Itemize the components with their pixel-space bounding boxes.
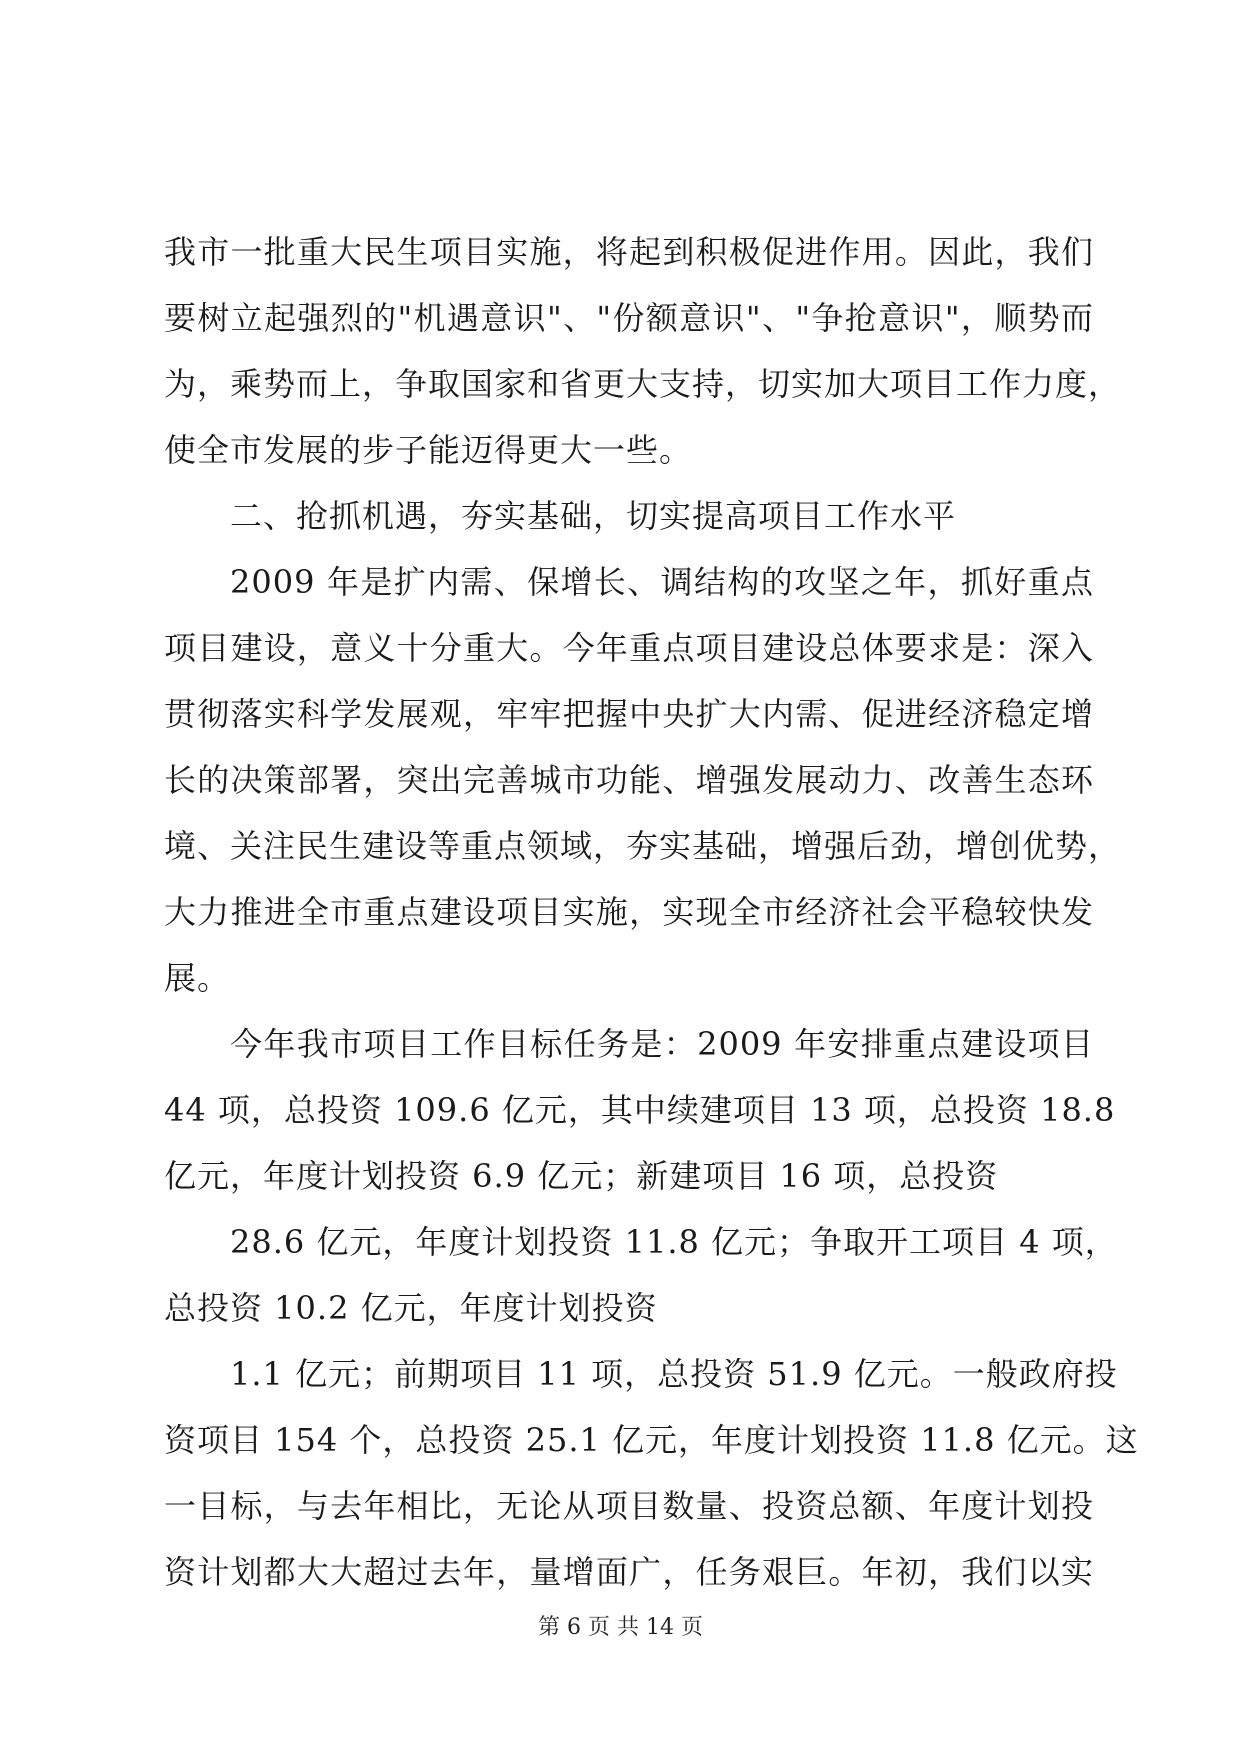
text-line: 28.6 亿元，年度计划投资 11.8 亿元；争取开工项目 4 项， <box>230 1223 1118 1261</box>
text-line: 展。 <box>164 959 231 997</box>
text-line: 贯彻落实科学发展观，牢牢把握中央扩大内需、促进经济稳定增 <box>164 695 1094 733</box>
text-line: 我市一批重大民生项目实施，将起到积极促进作用。因此，我们 <box>164 233 1094 271</box>
text-line: 1.1 亿元；前期项目 11 项，总投资 51.9 亿元。一般政府投 <box>230 1355 1118 1393</box>
page-number-footer: 第 6 页 共 14 页 <box>538 1615 703 1640</box>
text-line: 长的决策部署，突出完善城市功能、增强发展动力、改善生态环 <box>164 761 1094 799</box>
text-line: 亿元，年度计划投资 6.9 亿元；新建项目 16 项，总投资 <box>164 1157 999 1195</box>
text-line: 资项目 154 个，总投资 25.1 亿元，年度计划投资 11.8 亿元。这 <box>164 1421 1139 1459</box>
text-line: 大力推进全市重点建设项目实施，实现全市经济社会平稳较快发 <box>164 893 1094 931</box>
text-line: 使全市发展的步子能迈得更大一些。 <box>164 431 693 469</box>
section-heading: 二、抢抓机遇，夯实基础，切实提高项目工作水平 <box>230 497 957 535</box>
text-line: 2009 年是扩内需、保增长、调结构的攻坚之年，抓好重点 <box>230 563 1094 601</box>
text-line: 要树立起强烈的"机遇意识"、"份额意识"、"争抢意识"，顺势而 <box>164 299 1094 337</box>
text-line: 项目建设，意义十分重大。今年重点项目建设总体要求是：深入 <box>164 629 1094 667</box>
text-line: 44 项，总投资 109.6 亿元，其中续建项目 13 项，总投资 18.8 <box>164 1091 1116 1129</box>
text-line: 一目标，与去年相比，无论从项目数量、投资总额、年度计划投 <box>164 1487 1094 1525</box>
text-line: 为，乘势而上，争取国家和省更大支持，切实加大项目工作力度， <box>164 365 1122 403</box>
text-line: 今年我市项目工作目标任务是：2009 年安排重点建设项目 <box>230 1025 1094 1063</box>
text-line: 境、关注民生建设等重点领域，夯实基础，增强后劲，增创优势， <box>164 827 1122 865</box>
text-line: 资计划都大大超过去年，量增面广，任务艰巨。年初，我们以实 <box>164 1553 1094 1591</box>
text-line: 总投资 10.2 亿元，年度计划投资 <box>164 1289 658 1327</box>
